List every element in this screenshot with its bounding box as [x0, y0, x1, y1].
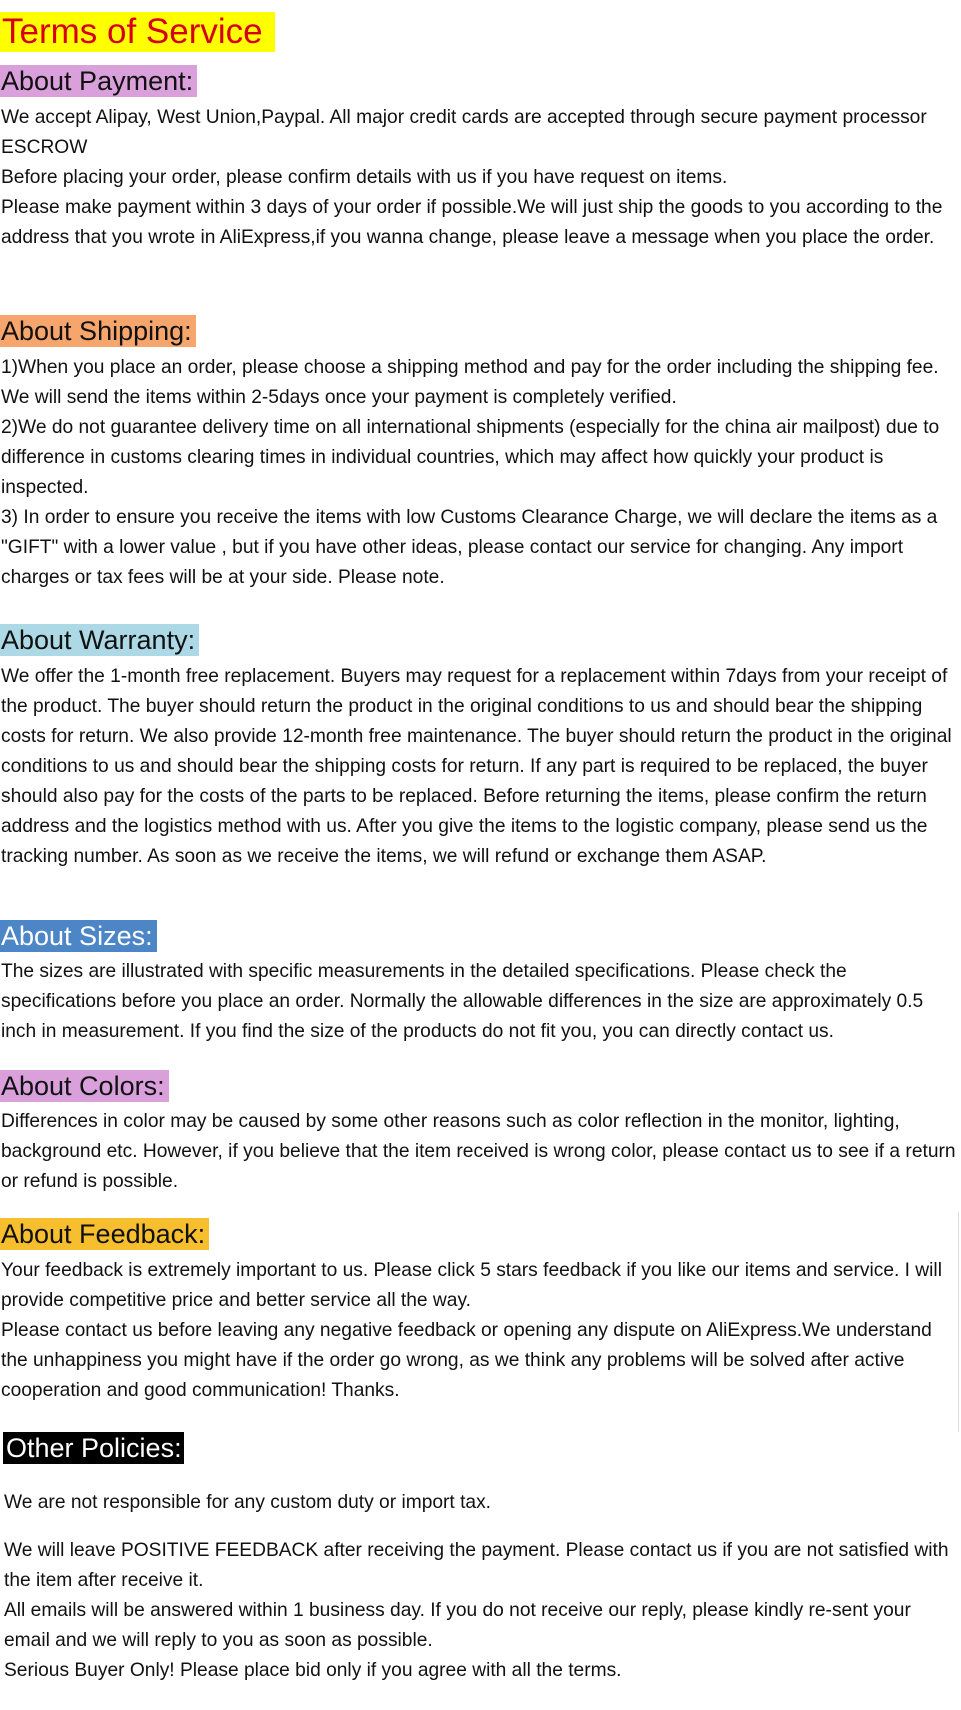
payment-heading: About Payment: — [0, 65, 197, 97]
warranty-heading: About Warranty: — [0, 624, 199, 656]
warranty-line: We offer the 1-month free replacement. Buyers may request for a replacement within 7days from your receipt of the product. The buyer should return the product in the original conditions to us and should bear the shipping costs for return. We also provide 12-month free maintenance. The buyer should return the product in the original conditions to us and should bear the shipping costs for return. If any part is required to be replaced, the buyer should also pay for the costs of the parts to be replaced. Before returning the items, please confirm the return address and the logistics method with us. After you give the items to the logistic company, please send us the tracking number. As soon as we receive the items, we will refund or exchange them ASAP. — [1, 666, 952, 867]
page-title: Terms of Service — [0, 12, 275, 52]
feedback-line: Your feedback is extremely important to us. Please click 5 stars feedback if you like our items and service. I will provide competitive price and better service all the way. — [1, 1260, 942, 1311]
colors-line: Differences in color may be caused by some other reasons such as color reflection in the monitor, lighting, background etc. However, if you believe that the item received is wrong color, please contact us to see if a return or refund is possible. — [1, 1111, 956, 1192]
shipping-heading: About Shipping: — [0, 315, 196, 347]
shipping-text — [1, 353, 959, 593]
colors-text — [1, 1107, 959, 1197]
other-policies-line: All emails will be answered within 1 business day. If you do not receive our reply, please kindly re-sent your email and we will reply to you as soon as possible. — [4, 1600, 911, 1651]
shipping-line: 3) In order to ensure you receive the items with low Customs Clearance Charge, we will declare the items as a "GIFT" with a lower value , but if you have other ideas, please contact our service for changing. Any import charges or tax fees will be at your side. Please note. — [1, 507, 938, 588]
payment-line: Please make payment within 3 days of your order if possible.We will just ship the goods to you according to the address that you wrote in AliExpress,if you wanna change, please leave a message when you place the order. — [1, 197, 943, 248]
sizes-line: The sizes are illustrated with specific measurements in the detailed specifications. Please check the specifications before you place an order. Normally the allowable differences in the size are approximately 0.5 inch in measurement. If you find the size of the products do not fit you, you can directly contact us. — [1, 961, 924, 1042]
divider — [958, 1212, 959, 1432]
feedback-line: Please contact us before leaving any negative feedback or opening any dispute on AliExpress.We understand the unhappiness you might have if the order go wrong, as we think any problems will be solved after active cooperation and good communication! Thanks. — [1, 1320, 932, 1401]
shipping-line: 1)When you place an order, please choose a shipping method and pay for the order including the shipping fee. We will send the items within 2-5days once your payment is completely verified. — [1, 357, 939, 408]
other-policies-line: We will leave POSITIVE FEEDBACK after receiving the payment. Please contact us if you are not satisfied with the item after receive it. — [4, 1540, 949, 1591]
other-policies-line: Serious Buyer Only! Please place bid only if you agree with all the terms. — [4, 1660, 622, 1681]
other-policies-text — [4, 1536, 959, 1686]
payment-line: Before placing your order, please confirm details with us if you have request on items. — [1, 167, 728, 188]
other-policies-text — [4, 1488, 959, 1518]
sizes-text — [1, 957, 959, 1047]
other-policies-line: We are not responsible for any custom duty or import tax. — [4, 1492, 492, 1513]
payment-text — [1, 103, 959, 253]
warranty-text — [1, 662, 959, 872]
colors-heading: About Colors: — [0, 1070, 169, 1102]
shipping-line: 2)We do not guarantee delivery time on all international shipments (especially for the china air mailpost) due to difference in customs clearing times in individual countries, which may affect how quickly your product is inspected. — [1, 417, 940, 498]
feedback-heading: About Feedback: — [0, 1218, 209, 1250]
feedback-text — [1, 1256, 959, 1406]
sizes-heading: About Sizes: — [0, 920, 157, 952]
other-policies-heading: Other Policies: — [3, 1432, 184, 1464]
payment-line: We accept Alipay, West Union,Paypal. All major credit cards are accepted through secure payment processor ESCROW — [1, 107, 927, 158]
